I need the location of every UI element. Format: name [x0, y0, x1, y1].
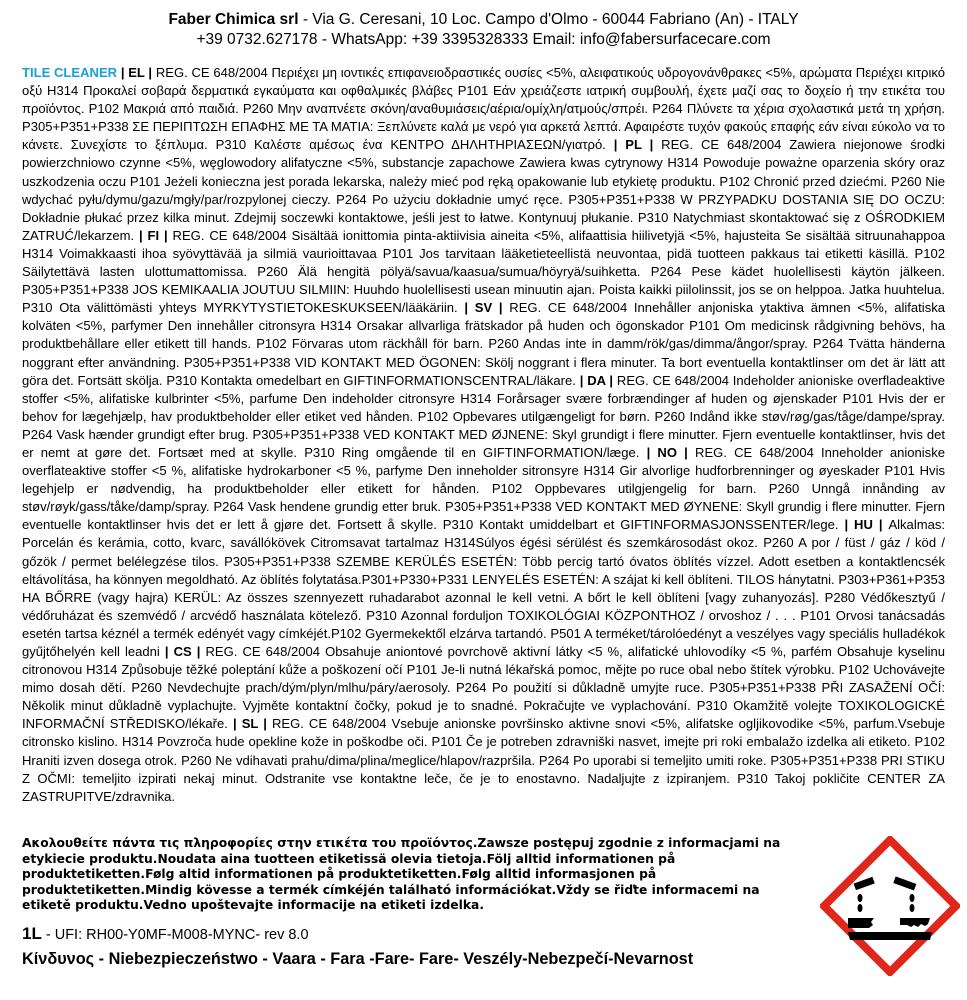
section-cs: REG. CE 648/2004 Obsahuje aniontové povrchově aktivní látky <5 %, alifatické uhlovodíky <5 %, parfém Obsahuje kyselinu citronovou H314 Způsobuje těžké poleptání kůže a poškození očí P101 Je-li nutná lékařská pomoc, mějte po ruce obal nebo štítek výrobku. P102 Uchovávejte mimo dosah dětí. P260 Nevdechujte prach/dým/plyn/mlhu/páry/aerosoly. P264 Po použití si důkladně umyjte ruce. P305+P351+P338 PŘI ZASAŽENÍ OČÍ: Několik minut důkladně vyplachujte. Vyjměte kontaktní čočky, pokud je to snadné. Pokračujte ve vyplachování. P310 Okamžitě volejte TOXIKOLOGICKÉ INFORMAČNÍ STŘEDISKO/lékaře.: [22, 644, 946, 732]
section-pl: REG. CE 648/2004 Zawiera niejonowe środki powierzchniowo czynne <5%, węglowodory alifatyczne <5%, substancje zapachowe Zawiera kwas cytrynowy H314 Powoduje poważne oparzenia skóry oraz uszkodzenia oczu P101 Jeżeli konieczna jest porada lekarska, należy mieć pod ręką opakowanie lub etykietę produktu. P102 Chronić przed dziećmi. P260 Nie wdychać pyłu/dymu/gazu/mgły/par/rozpylonej cieczy. P264 Po użyciu dokładnie umyć ręce. P305+P351+P338 W PRZYPADKU DOSTANIA SIĘ DO OCZU: Dokładnie płukać przez kilka minut. Zdejmij soczewki kontaktowe, jeśli jest to łatwe. Kontynuuj płukanie. P310 Natychmiast skontaktować się z OŚRODKIEM ZATRUĆ/lekarzem.: [22, 137, 946, 243]
company-header: [0, 10, 967, 50]
company-name: Faber Chimica srl: [168, 11, 299, 28]
section-hu: Alkalmas: Porcelán és kerámia, cotto, kvarc, savállókövek Citromsavat tartalmaz H314Súlyos égési sérülést és szemkárosodást okoz. P260 A por / füst / gáz / köd / gőzök / permet belélegzése tilos. P305+P351+P338 SZEMBE KERÜLÉS ESETÉN: Több percig tartó óvatos öblítés vízzel. Adott esetben a kontaktlencsék eltávolítása, ha könnyen megoldható. Az öblítés folytatása.P301+P330+P331 LENYELÉS ESETÉN: A szájat ki kell öblíteni. TILOS hánytatni. P303+P361+P353 HA BŐRRE (vagy hajra) KERÜL: Az összes szennyezett ruhadarabot azonnal le kell vetni. A bőrt le kell öblíteni [vagy zuhanyozás]. P280 Védőkesztyű / védőruházat és szemvédő / arcvédő használata kötelező. P310 Azonnal forduljon TOXIKOLÓGIAI KÖZPONTHOZ / orvoshoz / . . . P101 Orvosi tanácsadás esetén tartsa kéznél a termék edényét vagy címkéjét.P102 Gyermekektől elzárva tartandó. P501 A terméket/tárolóedényt a veszélyes vagy speciális hulladékok gyűjtőhelyén kell leadni: [22, 517, 945, 659]
corrosion-icon: [820, 836, 960, 976]
lang-code-pl: PL: [625, 137, 642, 153]
lang-code-sv: SV: [474, 300, 493, 316]
section-no: REG. CE 648/2004 Inneholder anioniske overflateaktive stoffer <5 %, alifatiske hydrokarboner <5 %, parfyme Den inneholder sitronsyre H314 Gir alvorlige hudforbrenninger og øyeskader P101 Hvis legehjelp er nødvendig, ha produktbeholder eller etikett for hånden. P102 Oppbevares utilgjengelig for barn. P260 Unngå innånding av støv/røyk/gass/tåke/damp/spray. P264 Vask hendene grundig etter bruk. P305+P351+P338 VED KONTAKT MED ØYNENE: Skyll grundig i flere minutter. Fjern eventuelle kontaktlinser hvis det er lett å gjøre det. Fortsett å skylle. P310 Kontakt umiddelbart et GIFTINFORMASJONSSENTER/lege.: [22, 444, 945, 533]
company-contacts: +39 0732.627178 - WhatsApp: +39 3395328333 Email: info@fabersurfacecare.com: [196, 31, 771, 48]
ufi-code: - UFI: RH00-Y0MF-M008-MYNC- rev 8.0: [41, 927, 309, 943]
lang-code-el: EL: [128, 65, 145, 80]
precaution-notice: Ακολουθείτε πάντα τις πληροφορίες στην ετικέτα του προϊόντος.Zawsze postępuj zgodnie z informacjami na etykiecie produktu.Noudata aina tuotteen etiketissä olevia tietoja.Följ alltid informationen på produktetiketten.Følg altid informationen på produktetiketten.Følg alltid informasjonen på produktetiketten.Mindig kövesse a termék címkéjén található információkat.Vždy se řiďte informacemi na etiketě produktu.Vedno upoštevajte informacije na etiketi izdelka.: [22, 836, 781, 913]
ufi-line: [22, 924, 309, 944]
section-sl: REG. CE 648/2004 Vsebuje anionske površinsko aktivne snovi <5%, alifatske ogljikovodike <5%, parfum.Vsebuje citronsko kislino. H314 Povzroča hude opekline kože in poškodbe oči. P101 Če je potreben zdravniški nasvet, imejte pri roki embalažo izdelka ali etiketo. P102 Hraniti izven dosega otrok. P260 Ne vdihavati prahu/dima/plina/meglice/hlapov/razpršila. P264 Po uporabi si temeljito umiti roke. P305+P351+P338 PRI STIKU Z OČMI: temeljito izpirati nekaj minut. Odstranite vse kontaktne leče, če je to enostavno. Nadaljujte z izpiranjem. P310 Takoj pokličite CENTER ZA ZASTRUPITVE/zdravnika.: [22, 716, 945, 804]
lang-code-sl: SL: [241, 716, 259, 732]
lang-code-no: NO: [657, 444, 677, 460]
section-sv: REG. CE 648/2004 Innehåller anjoniska ytaktiva ämnen <5%, alifatiska kolväten <5%, parfymer Den innehåller citronsyra H314 Orsakar allvarliga frätskador på huden och ögonskador P101 Om medicinsk rådgivning behövs, ha produktbehållare eller etikett till hands. P102 Förvaras utom räckhåll för barn. P260 Andas inte in damm/rök/gas/dimma/ångor/spray. P264 Tvätta händerna noggrant efter användning. P305+P351+P338 VID KONTAKT MED ÖGONEN: Skölj noggrant i flera minuter. Ta bort eventuella kontaktlinser om det är lätt att göra det. Fortsätt skölja. P310 Kontakta omedelbart en GIFTINFORMATIONSCENTRAL/läkare.: [22, 300, 945, 388]
company-address: - Via G. Ceresani, 10 Loc. Campo d'Olmo - 60044 Fabriano (An) - ITALY: [298, 11, 799, 28]
lang-code-da: DA: [587, 372, 606, 388]
section-da: REG. CE 648/2004 Indeholder anioniske overfladeaktive stoffer <5%, alifatiske kulbrinter <5%, parfume Den indeholder citronsyre H314 Forårsager svære forbrændinger af huden og øjenskader P101 Hvis der er behov for lægehjælp, hav produktbeholder eller etiket ved hånden. P102 Opbevares utilgængeligt for børn. P260 Indånd ikke støv/røg/gas/tåge/dampe/spray. P264 Vask hænder grundigt efter brug. P305+P351+P338 VED KONTAKT MED ØJNENE: Skyl grundigt i flere minutter. Fjern eventuelle kontaktlinser, hvis det er nemt at gøre det. Fortsæt med at skylle. P310 Ring omgående til en GIFTINFORMATION/læge.: [22, 372, 945, 460]
company-address-line: [0, 10, 967, 30]
package-size: 1L: [22, 924, 42, 943]
product-name: TILE CLEANER: [22, 65, 118, 80]
section-fi: REG. CE 648/2004 Sisältää ionittomia pinta-aktiivisia aineita <5%, alifaattisia hiilivetyjä <5%, hajusteita Se sisältää sitruunahappoa H314 Voimakkaasti ihoa syövyttävää ja silmiä vaurioittavaa P101 Jos tarvitaan lääketieteellistä neuvontaa, pidä tuotteen pakkaus tai etiketti käsillä. P102 Säilytettävä lasten ulottumattomissa. P260 Älä hengitä pölyä/savua/kaasua/sumua/höyryä/suihketta. P264 Pese kädet huolellisesti käytön jälkeen. P305+P351+P338 JOS KEMIKAALIA JOUTUU SILMIIN: Huuhdo huolellisesti usean minuutin ajan. Poista kaikki piilolinssit, jos se on helppoa. Jatka huuhtelua. P310 Ota välittömästi yhteys MYRKYTYSTIETOKESKUKSEEN/lääkäriin.: [22, 227, 945, 316]
section-el: REG. CE 648/2004 Περιέχει μη ιοντικές επιφανειοδραστικές ουσίες <5%, αλειφατικούς υδρογονάνθρακες <5%, αρώματα Περιέχει κιτρικό οξύ H314 Προκαλεί σοβαρά δερματικά εγκαύματα και οφθαλμικές βλάβες P101 Εάν χρειάζεστε ιατρική συμβουλή, έχετε μαζί σας το δοχείο ή την ετικέτα του προϊόντος. P102 Μακριά από παιδιά. P260 Μην αναπνέετε σκόνη/αναθυμιάσεις/αέρια/ομίχλη/ατμούς/σπρέι. P264 Πλύνετε τα χέρια σχολαστικά μετά τη χρήση. P305+P351+P338 ΣΕ ΠΕΡΙΠΤΩΣΗ ΕΠΑΦΗΣ ΜΕ ΤΑ ΜΑΤΙΑ: Ξεπλύνετε καλά με νερό για αρκετά λεπτά. Αφαιρέστε τυχόν φακούς επαφής εάν είναι εύκολο να το κάνετε. Συνεχίστε το ξέπλυμα. P310 Καλέστε αμέσως ένα ΚΕΝΤΡΟ ΔΗΛΗΤΗΡΙΑΣΕΩΝ/γιατρό.: [22, 65, 945, 153]
label-text: TILE CLEANER | EL | REG. CE 648/2004 Περιέχει μη ιοντικές επιφανειοδραστικές ουσίες <5%, αλειφατικούς υδρογονάνθρακες <5%, αρώματα Περιέχει κιτρικό οξύ H314 Προκαλεί σοβαρά δερματικά εγκαύματα και οφθαλμικές βλάβες P101 Εάν χρειάζεστε ιατρική συμβουλή, έχετε μαζί σας το δοχείο ή την ετικέτα του προϊόντος. P102 Μακριά από παιδιά. P260 Μην αναπνέετε σκόνη/αναθυμιάσεις/αέρια/ομίχλη/ατμούς/σπρέι. P264 Πλύνετε τα χέρια σχολαστικά μετά τη χρήση. P305+P351+P338 ΣΕ ΠΕΡΙΠΤΩΣΗ ΕΠΑΦΗΣ ΜΕ ΤΑ ΜΑΤΙΑ: Ξεπλύνετε καλά με νερό για αρκετά λεπτά. Αφαιρέστε τυχόν φακούς επαφής εάν είναι εύκολο να το κάνετε. Συνεχίστε το ξέπλυμα. P310 Καλέστε αμέσως ένα ΚΕΝΤΡΟ ΔΗΛΗΤΗΡΙΑΣΕΩΝ/γιατρό. | PL | REG. CE 648/2004 Zawiera niejonowe środki powierzchniowo czynne <5%, węglowodory alifatyczne <5%, substancje zapachowe Zawiera kwas cytrynowy H314 Powoduje poważne oparzenia skóry oraz uszkodzenia oczu P101 Jeżeli konieczna jest porada lekarska, należy mieć pod ręką opakowanie lub etykietę produktu. P102 Chronić przed dziećmi. P260 Nie wdychać pyłu/dymu/gazu/mgły/par/rozpylonej cieczy. P264 Po użyciu dokładnie umyć ręce. P305+P351+P338 W PRZYPADKU DOSTANIA SIĘ DO OCZU: Dokładnie płukać przez kilka minut. Zdejmij soczewki kontaktowe, jeśli jest to łatwe. Kontynuuj płukanie. P310 Natychmiast skontaktować się z OŚRODKIEM ZATRUĆ/lekarzem. | FI | REG. CE 648/2004 Sisältää ionittomia pinta-aktiivisia aineita <5%, alifaattisia hiilivetyjä <5%, hajusteita Se sisältää sitruunahappoa H314 Voimakkaasti ihoa syövyttävää ja silmiä vaurioittavaa P101 Jos tarvitaan lääketieteellistä neuvontaa, pidä tuotteen pakkaus tai etiketti käsillä. P102 Säilytettävä lasten ulottumattomissa. P260 Älä hengitä pölyä/savua/kaasua/sumua/höyryä/suihketta. P264 Pese kädet huolellisesti käytön jälkeen. P305+P351+P338 JOS KEMIKAALIA JOUTUU SILMIIN: Huuhdo huolellisesti usean minuutin ajan. Poista kaikki piilolinssit, jos se on helppoa. Jatka huuhtelua. P310 Ota välittömästi yhteys MYRKYTYSTIETOKESKUKSEEN/lääkäriin. | SV | REG. CE 648/2004 Innehåller anjoniska ytaktiva ämnen <5%, alifatiska kolväten <5%, parfymer Den innehåller citronsyra H314 Orsakar allvarliga frätskador på huden och ögonskador P101 Om medicinsk rådgivning behövs, ha produktbehållare eller etikett till hands. P102 Förvaras utom räckhåll för barn. P260 Andas inte in damm/rök/gas/dimma/ångor/spray. P264 Tvätta händerna noggrant efter användning. P305+P351+P338 VID KONTAKT MED ÖGONEN: Skölj noggrant i flera minuter. Ta bort eventuella kontaktlinser om det är lätt att göra det. Fortsätt skölja. P310 Kontakta omedelbart en GIFTINFORMATIONSCENTRAL/läkare. | DA | REG. CE 648/2004 Indeholder anioniske overfladeaktive stoffer <5%, alifatiske kulbrinter <5%, parfume Den indeholder citronsyre H314 Forårsager svære forbrændinger af huden og øjenskader P101 Hvis der er behov for lægehjælp, hav produktbeholder eller etiket ved hånden. P102 Opbevares utilgængeligt for børn. P260 Indånd ikke støv/røg/gas/tåge/dampe/spray. P264 Vask hænder grundigt efter brug. P305+P351+P338 VED KONTAKT MED ØJNENE: Skyl grundigt i flere minutter. Fjern eventuelle kontaktlinser, hvis det er nemt at gøre det. Fortsæt med at skylle. P310 Ring omgående til en GIFTINFORMATION/læge. | NO | REG. CE 648/2004 Inneholder anioniske overflateaktive stoffer <5 %, alifatiske hydrokarboner <5 %, parfyme Den inneholder sitronsyre H314 Gir alvorlige hudforbrenninger og øyeskader P101 Hvis legehjelp er nødvendig, ha produktbeholder eller etikett for hånden. P102 Oppbevares utilgjengelig for barn. P260 Unngå innånding av støv/røyk/gass/tåke/damp/spray. P264 Vask hendene grundig etter bruk. P305+P351+P338 VED KONTAKT MED ØYNENE: Skyll grundig i flere minutter. Fjern eventuelle kontaktlinser hvis det er lett å gjøre det. Fortsett å skylle. P310 Kontakt umiddelbart et GIFTINFORMASJONSSENTER/lege. | HU | Alkalmas: Porcelán és kerámia, cotto, kvarc, savállókövek Citromsavat tartalmaz H314Súlyos égési sérülést és szemkárosodást okoz. P260 A por / füst / gáz / köd / gőzök / permet belélegzése tilos. P305+P351+P338 SZEMBE KERÜLÉS ESETÉN: Több percig tartó óvatos öblítés vízzel. Adott esetben a kontaktlencsék eltávolítása, ha könnyen megoldható. Az öblítés folytatása.P301+P330+P331 LENYELÉS ESETÉN: A szájat ki kell öblíteni. TILOS hánytatni. P303+P361+P353 HA BŐRRE (vagy hajra) KERÜL: Az összes szennyezett ruhadarabot azonnal le kell vetni. A bőrt le kell öblíteni [vagy zuhanyozás]. P280 Védőkesztyű / védőruházat és szemvédő / arcvédő használata kötelező. P310 Azonnal forduljon TOXIKOLÓGIAI KÖZPONTHOZ / orvoshoz / . . . P101 Orvosi tanácsadás esetén tartsa kéznél a termék edényét vagy címkéjét.P102 Gyermekektől elzárva tartandó. P501 A terméket/tárolóedényt a veszélyes vagy speciális hulladékok gyűjtőhelyén kell leadni | CS | REG. CE 648/2004 Obsahuje aniontové povrchově aktivní látky <5 %, alifatické uhlovodíky <5 %, parfém Obsahuje kyselinu citronovou H314 Způsobuje těžké poleptání kůže a poškození očí P101 Je-li nutná lékařská pomoc, mějte po ruce obal nebo štítek výrobku. P102 Uchovávejte mimo dosah dětí. P260 Nevdechujte prach/dým/plyn/mlhu/páry/aerosoly. P264 Po použití si důkladně umyjte ruce. P305+P351+P338 PŘI ZASAŽENÍ OČÍ: Několik minut důkladně vyplachujte. Vyjměte kontaktní čočky, pokud je to snadné. Pokračujte ve vyplachování. P310 Okamžitě volejte TOXIKOLOGICKÉ INFORMAČNÍ STŘEDISKO/lékaře. | SL | REG. CE 648/2004 Vsebuje anionske površinsko aktivne snovi <5%, alifatske ogljikovodike <5%, parfum.Vsebuje citronsko kislino. H314 Povzroča hude opekline kože in poškodbe oči. P101 Če je potreben zdravniški nasvet, imejte pri roki embalažo izdelka ali etiketo. P102 Hraniti izven dosega otrok. P260 Ne vdihavati prahu/dima/plina/meglice/hlapov/razpršila. P264 Po uporabi si temeljito umiti roke. P305+P351+P338 PRI STIKU Z OČMI: temeljito izpirati nekaj minut. Odstranite vse kontaktne leče, če je to enostavno. Nadaljujte z izpiranjem. P310 Takoj pokličite CENTER ZA ZASTRUPITVE/zdravnika.: [22, 65, 946, 804]
lang-code-hu: HU: [854, 517, 873, 533]
lang-code-fi: FI: [147, 227, 160, 243]
lang-separator: |: [120, 65, 129, 80]
danger-signal-words: Κίνδυνος - Niebezpieczeństwo - Vaara - Fara -Fare- Fare- Veszély-Nebezpečí-Nevarnost: [22, 950, 694, 968]
lang-code-cs: CS: [173, 644, 192, 659]
